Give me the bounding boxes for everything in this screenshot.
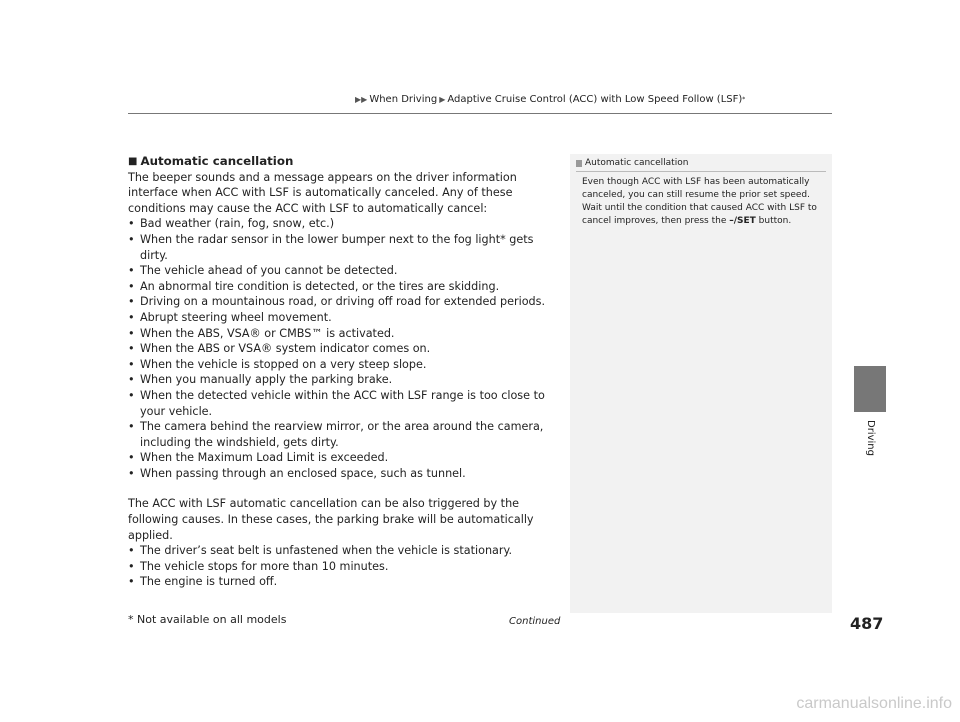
breadcrumb-arrow-icon: ▶▶ — [355, 94, 368, 104]
list-item: • When passing through an enclosed space, such as tunnel. — [128, 466, 560, 482]
intro-paragraph: The beeper sounds and a message appears on the driver information interface when ACC with LSF is automatically canceled. Any of these conditions may cause the ACC with LSF to automatically cancel: — [128, 170, 517, 215]
section-title-text: Automatic cancellation — [140, 154, 294, 168]
list-item: • An abnormal tire condition is detected, or the tires are skidding. — [128, 279, 560, 295]
breadcrumb — [355, 91, 745, 107]
list-item: • Bad weather (rain, fog, snow, etc.) — [128, 216, 560, 232]
conditions-list — [128, 216, 560, 481]
list-item: • When you manually apply the parking brake. — [128, 372, 560, 388]
causes-list — [128, 543, 560, 590]
list-item: • When the ABS, VSA® or CMBS™ is activated. — [128, 326, 560, 342]
list-item: • Abrupt steering wheel movement. — [128, 310, 560, 326]
side-note-panel — [570, 154, 832, 613]
main-content — [128, 154, 560, 590]
breadcrumb-separator-icon: ▶ — [439, 94, 446, 104]
continued-label: Continued — [509, 616, 561, 627]
chapter-tab-text: Driving — [865, 420, 876, 456]
list-item: • The driver’s seat belt is unfastened when the vehicle is stationary. — [128, 543, 560, 559]
side-note-body-end: button. — [755, 216, 792, 226]
second-paragraph: The ACC with LSF automatic cancellation can be also triggered by the following causes. In these cases, the parking brake will be automatically applied. — [128, 497, 534, 542]
header-rule — [128, 113, 832, 114]
list-item: • When the radar sensor in the lower bumper next to the fog light* gets dirty. — [128, 232, 560, 263]
reference-icon — [576, 160, 582, 167]
list-item: • When the vehicle is stopped on a very steep slope. — [128, 357, 560, 373]
side-note-title-text: Automatic cancellation — [585, 158, 689, 168]
list-item: • Driving on a mountainous road, or driving off road for extended periods. — [128, 294, 560, 310]
breadcrumb-topic: Adaptive Cruise Control (ACC) with Low Speed Follow (LSF) — [447, 93, 743, 105]
breadcrumb-section: When Driving — [369, 93, 438, 105]
set-button-label: –/SET — [729, 216, 756, 226]
paragraph-gap — [128, 481, 560, 496]
footnote: * Not available on all models — [128, 613, 287, 626]
list-item: • The vehicle ahead of you cannot be detected. — [128, 263, 560, 279]
chapter-tab-label — [852, 420, 888, 480]
list-item: • When the Maximum Load Limit is exceeded. — [128, 450, 560, 466]
side-note-body — [570, 176, 832, 228]
side-note-body-start: Even though ACC with LSF has been automatically canceled, you can still resume the prior set speed. Wait until the condition that caused ACC with LSF to cancel improves, then press the — [582, 177, 817, 226]
section-title — [128, 154, 560, 170]
side-note-rule — [576, 171, 826, 172]
list-item: • The engine is turned off. — [128, 574, 560, 590]
list-item: • The camera behind the rearview mirror, or the area around the camera, including the windshield, gets dirty. — [128, 419, 560, 450]
breadcrumb-topic-mark: * — [742, 95, 746, 103]
page-number: 487 — [850, 614, 884, 633]
list-item: • When the ABS or VSA® system indicator comes on. — [128, 341, 560, 357]
watermark: carmanualsonline.info — [796, 695, 952, 712]
list-item: • The vehicle stops for more than 10 minutes. — [128, 559, 560, 575]
list-item: • When the detected vehicle within the ACC with LSF range is too close to your vehicle. — [128, 388, 560, 419]
section-marker-icon: ■ — [128, 156, 138, 167]
side-note-title — [570, 154, 832, 168]
chapter-tab — [854, 366, 886, 412]
